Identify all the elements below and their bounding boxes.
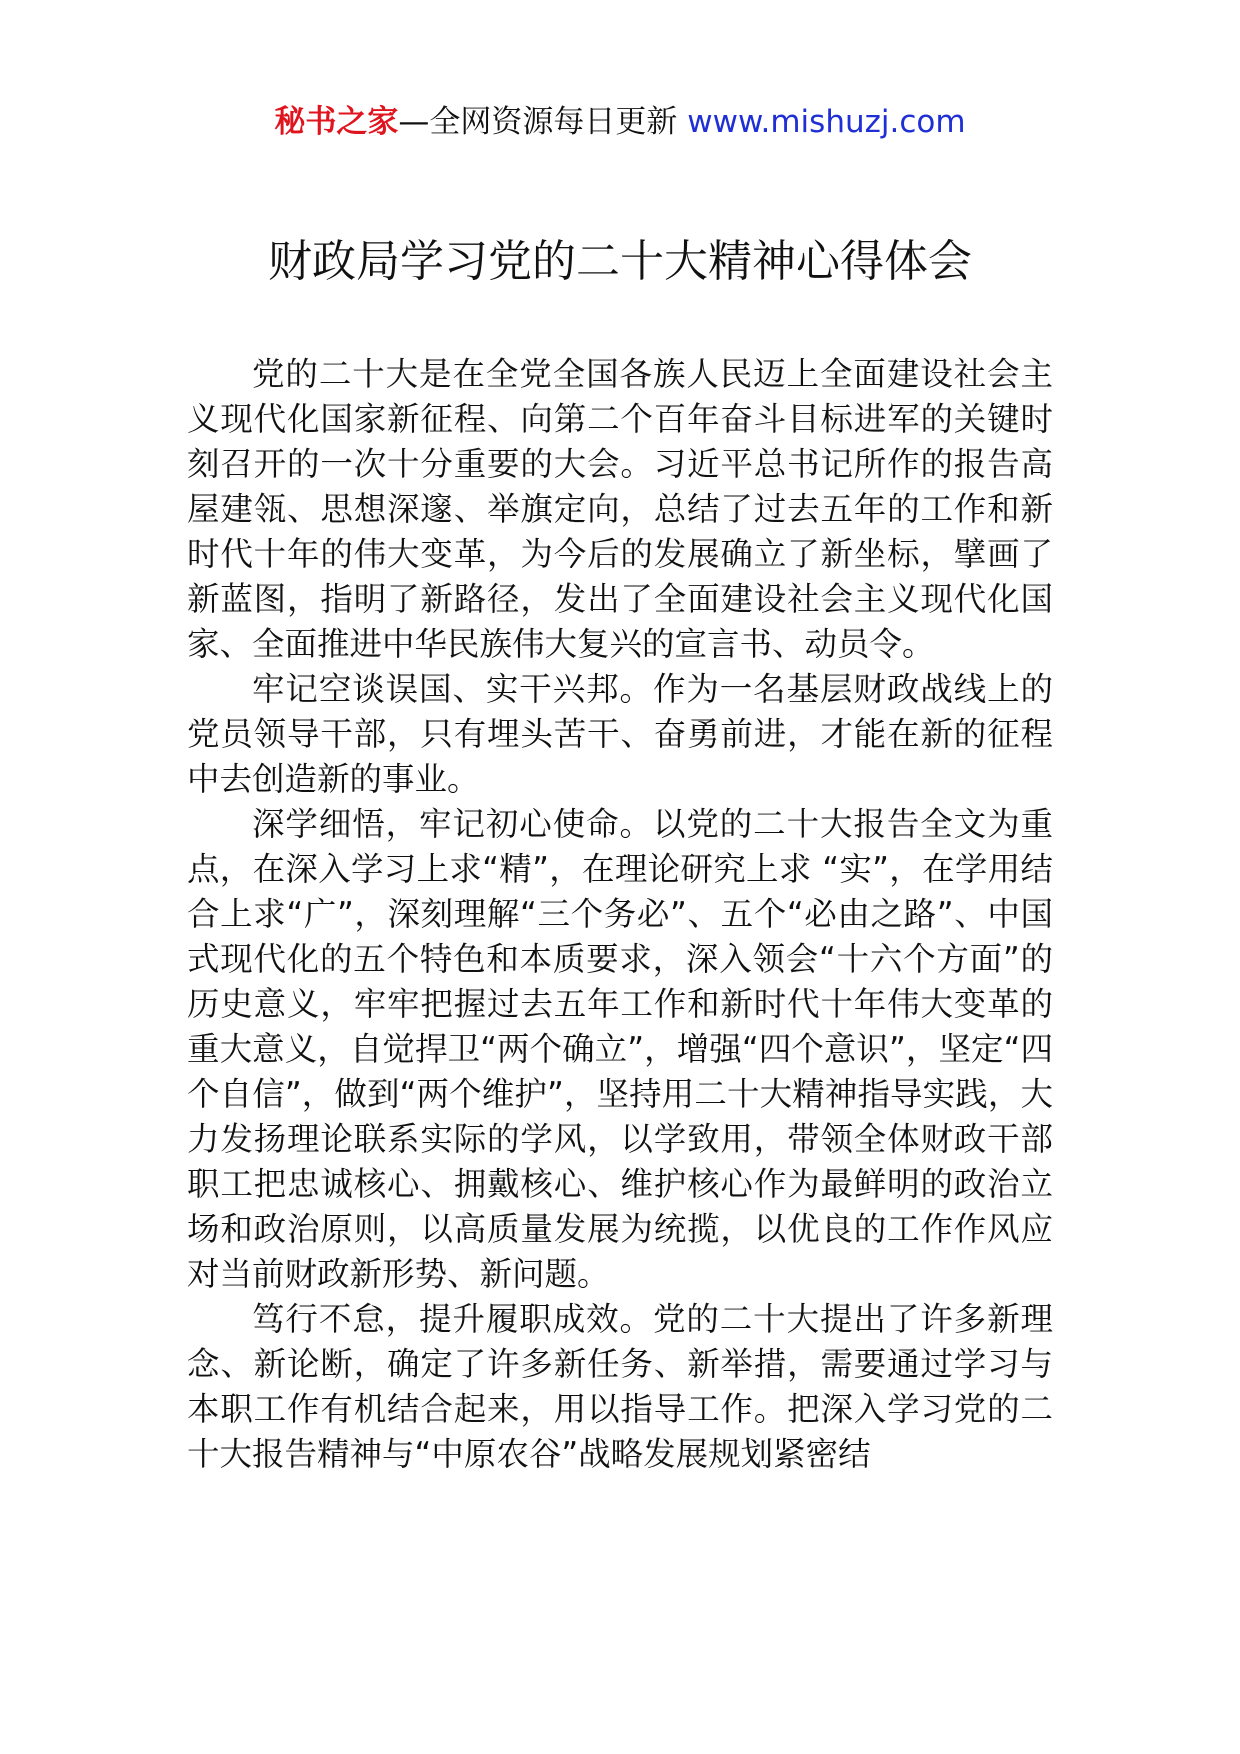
header-tagline: —全网资源每日更新 xyxy=(398,104,678,140)
document-body xyxy=(187,352,1053,1477)
paragraph-4: 笃行不怠，提升履职成效。党的二十大提出了许多新理念、新论断，确定了许多新任务、新举措，需要通过学习与本职工作有机结合起来，用以指导工作。把深入学习党的二十大报告精神与“中原农谷”战略发展规划紧密结 xyxy=(187,1300,1053,1473)
paragraph-3: 深学细悟，牢记初心使命。以党的二十大报告全文为重点，在深入学习上求“精”，在理论研究上求 “实”，在学用结合上求“广”，深刻理解“三个务必”、五个“必由之路”、中国式现代化的五个特色和本质要求，深入领会“十六个方面”的历史意义，牢牢把握过去五年工作和新时代十年伟大变革的重大意义，自觉捍卫“两个确立”，增强“四个意识”，坚定“四个自信”，做到“两个维护”，坚持用二十大精神指导实践，大力发扬理论联系实际的学风，以学致用，带领全体财政干部职工把忠诚核心、拥戴核心、维护核心作为最鲜明的政治立场和政治原则，以高质量发展为统揽，以优良的工作作风应对当前财政新形势、新问题。 xyxy=(187,805,1053,1293)
paragraph-1: 党的二十大是在全党全国各族人民迈上全面建设社会主义现代化国家新征程、向第二个百年奋斗目标进军的关键时刻召开的一次十分重要的大会。习近平总书记所作的报告高屋建瓴、思想深邃、举旗定向，总结了过去五年的工作和新时代十年的伟大变革，为今后的发展确立了新坐标，擘画了新蓝图，指明了新路径，发出了全面建设社会主义现代化国家、全面推进中华民族伟大复兴的宣言书、动员令。 xyxy=(187,355,1053,663)
paragraph-2: 牢记空谈误国、实干兴邦。作为一名基层财政战线上的党员领导干部，只有埋头苦干、奋勇前进，才能在新的征程中去创造新的事业。 xyxy=(187,670,1053,798)
site-url-link[interactable]: www.mishuzj.com xyxy=(687,104,966,140)
site-header xyxy=(0,100,1240,144)
brand-name: 秘书之家 xyxy=(274,104,399,140)
document-title: 财政局学习党的二十大精神心得体会 xyxy=(268,236,972,287)
